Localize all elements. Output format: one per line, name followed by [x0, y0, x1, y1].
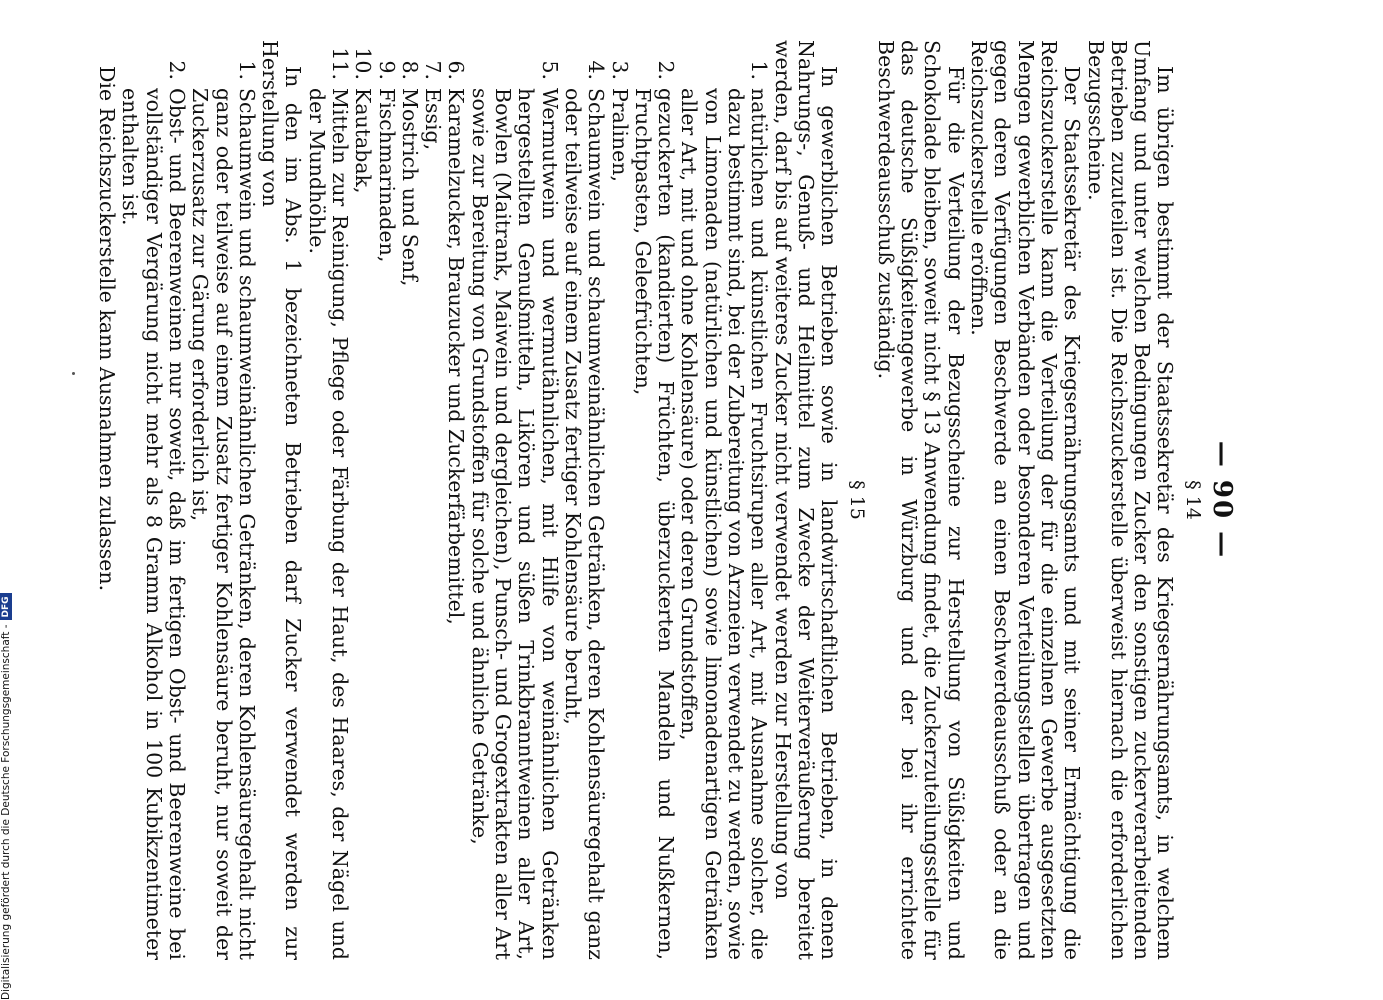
list-15-items2	[118, 40, 258, 960]
item-number: 6.	[444, 60, 469, 80]
item-number: 10.	[351, 47, 376, 80]
item-number: 7.	[421, 60, 446, 80]
list-item	[304, 40, 351, 960]
list-item	[607, 40, 630, 960]
list-item	[561, 40, 608, 960]
item-number: 1.	[747, 60, 772, 80]
list-item	[374, 40, 397, 960]
item-text: Fischmarinaden,	[374, 88, 399, 263]
list-item	[351, 40, 374, 960]
item-number: 8.	[397, 60, 422, 80]
footer-text: Digitalisierung gefördert durch die Deutsche Forschungsgemeinschaft -	[0, 624, 12, 1000]
item-number: 5.	[537, 60, 562, 80]
list-item	[421, 40, 444, 960]
item-text: Essig,	[421, 88, 446, 151]
item-number: 11.	[328, 47, 353, 80]
item-text: Schaumwein und schaumweinähnlichen Getränken, deren Kohlensäuregehalt nicht ganz oder teilweise auf einem Zusatz fertiger Kohlensäure beruht, nur soweit der Zuckerzusatz zur Gärung erforderlich ist,	[188, 88, 259, 960]
item-text: Obst- und Beerenweinen nur soweit, daß im fertigen Obst- und Beerenweine bei vollständiger Vergärung nicht mehr als 8 Gramm Alkohol in 100 Kubikzentimeter enthalten ist.	[118, 88, 189, 960]
list-item	[468, 40, 561, 960]
paragraph-14-1: Im übrigen bestimmt der Staatssekretär des Kriegsernährungsamts, in welchem Umfang und unter welchen Bedingungen Zucker den sonstigen zuckerverarbeitenden Betrieben zuzuteilen ist. Die Reichszuckerstelle überweist hiernach die erforderlichen Bezugsscheine.	[1083, 40, 1178, 960]
item-number: 2.	[164, 60, 189, 80]
item-text: natürlichen und künstlichen Fruchtsirupen aller Art, mit Ausnahme solcher, die dazu bestimmt sind, bei der Zubereitung von Arzneien verwendet zu werden, sowie von Limonaden (natürlichen und künstlichen) sowie limonadenartigen Getränken aller Art, mit und ohne Kohlensäure) oder deren Grundstoffen,	[677, 88, 772, 960]
list-item	[398, 40, 421, 960]
page-number: — 90 —	[1207, 440, 1237, 560]
dfg-logo-icon: DFG	[0, 593, 12, 620]
item-number: 9.	[374, 60, 399, 80]
paragraph-15-closing: Die Reichszuckerstelle kann Ausnahmen zulassen.	[95, 66, 120, 592]
item-text: Mitteln zur Reinigung, Pflege oder Färbung der Haut, des Haares, der Nägel und der Mundhöhle.	[304, 88, 353, 960]
item-text: gezuckerten (kandierten) Früchten, überzuckerten Mandeln und Nußkernen, Fruchtpasten, Geleefrüchten,	[630, 88, 679, 960]
section-heading-15: § 15	[845, 480, 868, 520]
scan-speck	[72, 372, 75, 375]
item-text: Kautabak,	[351, 88, 376, 194]
list-item	[188, 40, 258, 960]
section-heading-14: § 14	[1181, 480, 1204, 520]
item-number: 1.	[234, 60, 259, 80]
digitization-footer	[0, 593, 12, 1000]
paragraph-15-intro2: In den im Abs. 1 bezeichneten Betrieben darf Zucker verwendet werden zur Herstellung von	[258, 40, 306, 960]
list-item	[444, 40, 467, 960]
paragraph-15-intro: In gewerblichen Betrieben sowie in landwirtschaftlichen Betrieben, in denen Nahrungs-, Genuß- und Heilmittel zum Zwecke der Weiterveräußerung bereitet werden, darf bis auf weiteres Zucker nicht verwendet werden zur Herstellung von	[770, 40, 842, 960]
list-item	[677, 40, 770, 960]
item-text: Schaumwein und schaumweinähnlichen Getränken, deren Kohlensäuregehalt ganz oder teilweise auf einem Zusatz fertiger Kohlensäure beruht,	[560, 88, 609, 960]
list-15-items	[304, 40, 770, 960]
list-item	[118, 40, 188, 960]
rotated-document-page	[95, 40, 1237, 960]
item-text: Pralinen,	[607, 88, 632, 182]
paragraph-14-2: Der Staatssekretär des Kriegsernährungsamts und mit seiner Ermächtigung die Reichszuckerstelle kann die Verteilung der für die einzelnen Gewerbe ausgesetzten Mengen gewerblichen Verbänden oder besonderen Verteilungsstellen übertragen und gegen deren Verfügungen Beschwerde an einen Beschwerdeausschuß oder an die Reichszuckerstelle eröffnen.	[967, 40, 1085, 960]
item-number: 2.	[654, 60, 679, 80]
item-number: 3.	[607, 60, 632, 80]
item-text: Wermutwein und wermutähnlichen, mit Hilfe von weinähnlichen Getränken hergestellten Genußmitteln, Likören und süßen Trinkbranntweinen aller Art, Bowlen (Maitrank, Maiwein und dergleichen), Punsch- und Grogextrakten aller Art sowie zur Bereitung von Grundstoffen für solche und ähnliche Getränke,	[467, 88, 562, 960]
item-number: 4.	[584, 60, 609, 80]
paragraph-14-3: Für die Verteilung der Bezugsscheine zur Herstellung von Süßigkeiten und Schokolade bleiben, soweit nicht § 13 Anwendung findet, die Zuckerzuteilungsstelle für das deutsche Süßigkeitengewerbe in Würzburg und der bei ihr errichtete Beschwerdeausschuß zuständig.	[873, 40, 968, 960]
list-item	[631, 40, 678, 960]
item-text: Mostrich und Senf,	[397, 88, 422, 287]
item-text: Karamelzucker, Brauzucker und Zuckerfärbemittel,	[444, 88, 469, 625]
